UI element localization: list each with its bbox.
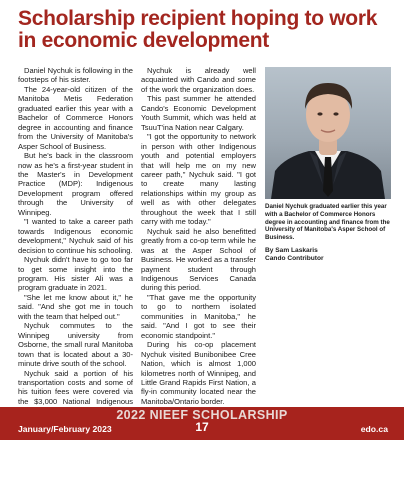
paragraph: "That gave me the opportunity to go to northern isolated communities in Manitoba," he said. "And I got to see their economic standpoint.": [141, 292, 256, 340]
byline: [265, 247, 391, 264]
article-headline: Scholarship recipient hoping to work in economic development: [18, 7, 378, 52]
footer-website: edo.ca: [360, 424, 388, 434]
paragraph: "I wanted to take a career path towards Indigenous economic development," Nychuk said of his decision to continue his schooling.: [18, 217, 133, 255]
paragraph: Daniel Nychuk is following in the footsteps of his sister.: [18, 66, 133, 85]
footer-issue-date: January/February 2023: [18, 424, 112, 434]
footer-section-title: 2022 NIEEF SCHOLARSHIP: [116, 408, 288, 422]
paragraph: Nychuk said a portion of his transportation costs and some of his tuition fees were covered via the $3,000 National Indigenous: [18, 368, 133, 406]
paragraph: But he's back in the classroom now as he's a first-year student in the Master's in Development Practice (MDP): Indigenous Development program offered through the University of Winnipeg.: [18, 151, 133, 217]
footer-page-number: 17: [195, 420, 209, 434]
paragraph: The 24-year-old citizen of the Manitoba Metis Federation graduated earlier this year with a Bachelor of Commerce Honors degree in accounting and finance from the University of Manitoba's Asper School of Business.: [18, 84, 133, 151]
paragraph: "She let me know about it," he said. "And she got me in touch with the team that helped out.": [18, 292, 133, 321]
portrait-photo: [265, 67, 391, 199]
paragraph: Nychuk said he also benefitted greatly from a co-op term while he was at the Asper School of Business. He worked as a transfer payment student through Indigenous Services Canada during this period.: [141, 226, 256, 293]
paragraph: This past summer he attended Cando's Economic Development Youth Summit, which was held at TsuuT'ina Nation near Calgary.: [141, 94, 256, 132]
byline-author: By Sam Laskaris: [265, 247, 318, 254]
photo-caption: Daniel Nychuk graduated earlier this year with a Bachelor of Commerce Honors degree in accounting and finance from the University of Manitoba's Asper School of Business.: [265, 203, 390, 242]
paragraph: "I got the opportunity to network in person with other Indigenous youth and potential employers that will help me on my new career path," Nychuk said. "I got to create many lasting relationships within my group as well as with other delegates throughout the week that I still carry with me today.": [141, 132, 256, 227]
paragraph: Nychuk commutes to the Winnipeg university from Osborne, the small rural Manitoba town that is located about a 30-minute drive south of the school.: [18, 321, 133, 369]
paragraph: During his co-op placement Nychuk visited Bunibonibee Cree Nation, which is almost 1,000 kilometres north of Winnipeg, and Little Grand Rapids First Nation, a fly-in community located near the Manitoba/Ontario border.: [141, 340, 256, 406]
paragraph: Nychuk is already well acquainted with Cando and some of the work the organization does.: [141, 66, 256, 94]
paragraph: Nychuk didn't have to go too far to get some insight into the program. His sister Ali was a program graduate in 2021.: [18, 255, 133, 293]
article-column-2: [141, 66, 256, 406]
portrait-illustration: [265, 67, 391, 199]
article-column-1: [18, 66, 133, 406]
byline-role: Cando Contributor: [265, 255, 324, 263]
